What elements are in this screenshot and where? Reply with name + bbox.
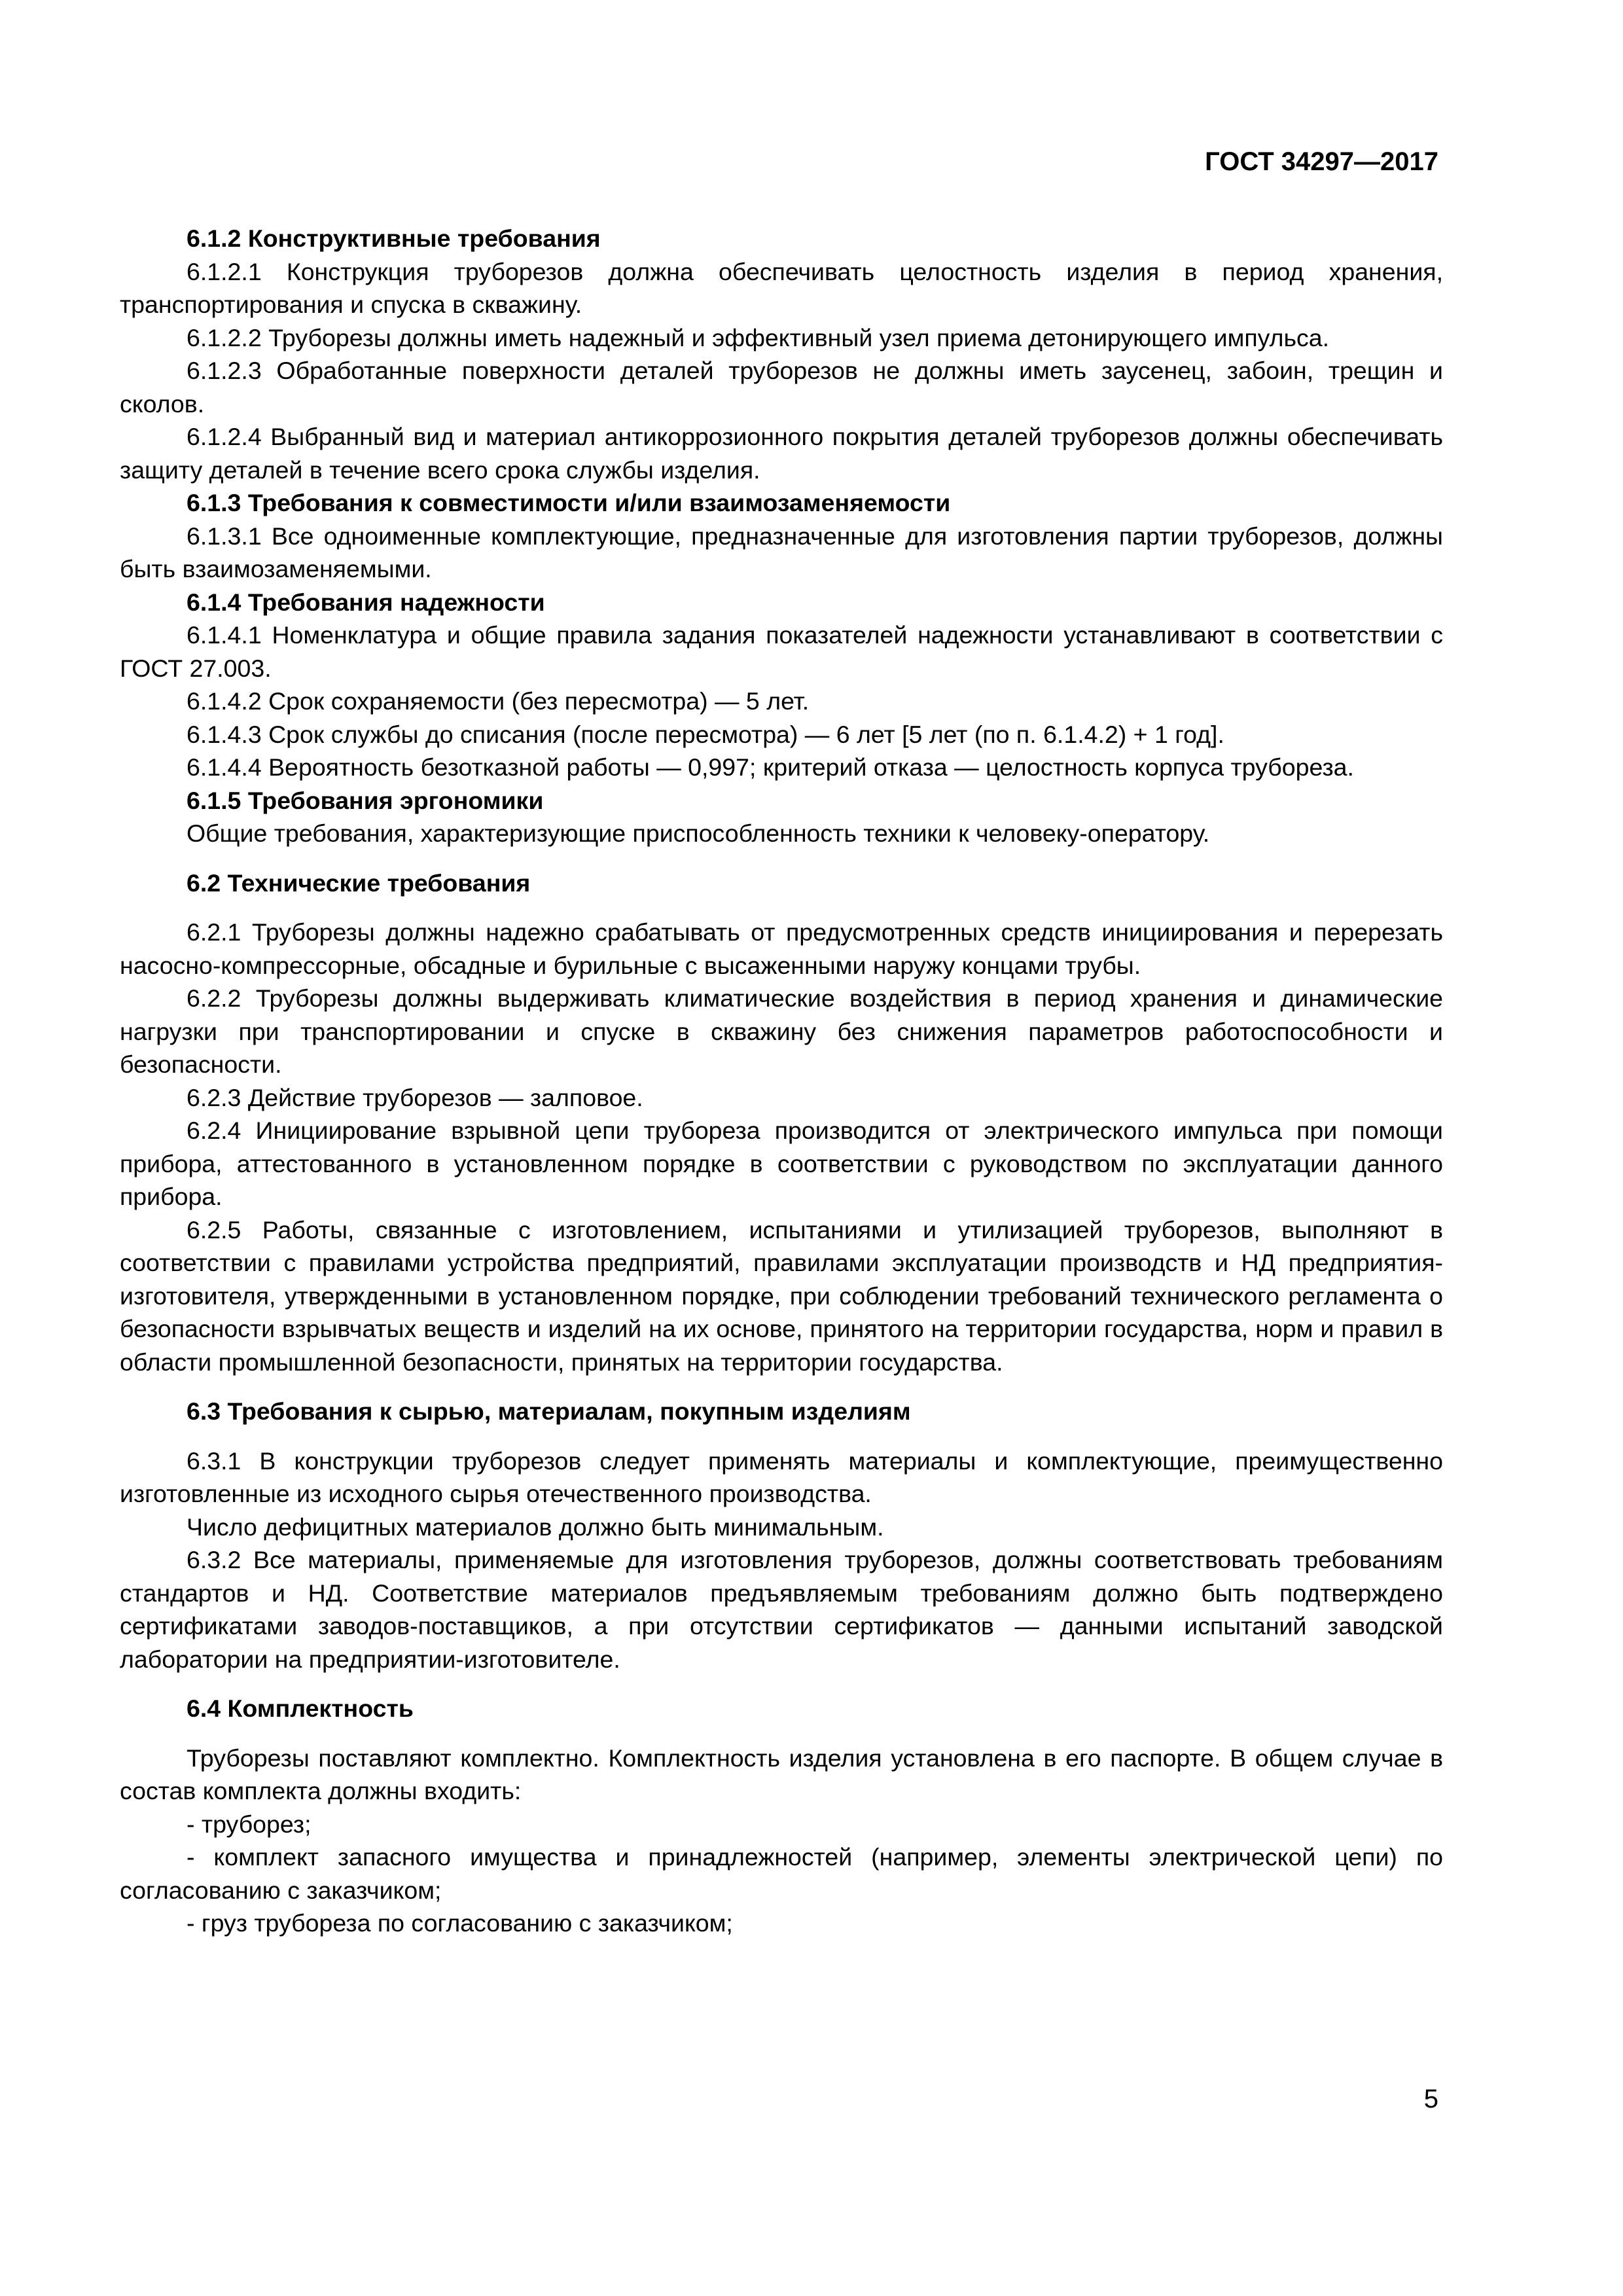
section-heading-6-1-4: 6.1.4 Требования надежности bbox=[187, 588, 545, 616]
paragraph-6-1-2-3: 6.1.2.3 Обработанные поверхности деталей труборезов не должны иметь заусенец, забоин, трещин и сколов. bbox=[120, 357, 1443, 418]
paragraph-6-1-4-1: 6.1.4.1 Номенклатура и общие правила задания показателей надежности устанавливают в соответствии с ГОСТ 27.003. bbox=[120, 621, 1443, 682]
paragraph-6-4: Труборезы поставляют комплектно. Комплектность изделия установлена в его паспорте. В общем случае в состав комплекта должны входить: bbox=[120, 1744, 1443, 1804]
paragraph-6-1-4-4: 6.1.4.4 Вероятность безотказной работы — 0,997; критерий отказа — целостность корпуса трубореза. bbox=[187, 753, 1354, 781]
paragraph-6-1-2-2: 6.1.2.2 Труборезы должны иметь надежный и эффективный узел приема детонирующего импульса. bbox=[187, 323, 1330, 351]
section-heading-6-1-2: 6.1.2 Конструктивные требования bbox=[187, 224, 601, 252]
section-heading-6-3: 6.3 Требования к сырью, материалам, покупным изделиям bbox=[187, 1397, 911, 1425]
paragraph-6-3-1: 6.3.1 В конструкции труборезов следует применять материалы и комплектующие, преимущественно изготовленные из исходного сырья отечественного производства. bbox=[120, 1446, 1443, 1507]
paragraph-6-2-5: 6.2.5 Работы, связанные с изготовлением, испытаниями и утилизацией труборезов, выполняют в соответствии с правилами устройства предприятий, правилами эксплуатации производств и НД предприятия-изготовителя, утвержденными в установленном порядке, при соблюдении требований технического регламента о безопасности взрывчатых веществ и изделий на их основе, принятого на территории государства, норм и правил в области промышленной безопасности, принятых на территории государства. bbox=[120, 1215, 1443, 1376]
paragraph-6-1-3-1: 6.1.3.1 Все одноименные комплектующие, предназначенные для изготовления партии труборезов, должны быть взаимозаменяемыми. bbox=[120, 522, 1443, 583]
paragraph-6-2-2: 6.2.2 Труборезы должны выдерживать климатические воздействия в период хранения и динамические нагрузки при транспортировании и спуске в скважину без снижения параметров работоспособности и безопасности. bbox=[120, 984, 1443, 1078]
page-number: 5 bbox=[1423, 2085, 1438, 2113]
list-item: - комплект запасного имущества и принадлежностей (например, элементы электрической цепи) по согласованию с заказчиком; bbox=[120, 1843, 1443, 1904]
paragraph-6-1-4-3: 6.1.4.3 Срок службы до списания (после пересмотра) — 6 лет [5 лет (по п. 6.1.4.2) + 1 год]. bbox=[187, 720, 1224, 748]
section-heading-6-1-3: 6.1.3 Требования к совместимости и/или взаимозаменяемости bbox=[187, 489, 951, 516]
list-item: - трубoрез; bbox=[187, 1810, 312, 1838]
paragraph-6-2-4: 6.2.4 Инициирование взрывной цепи трубореза производится от электрического импульса при помощи прибора, аттестованного в установленном порядке в соответствии с руководством по эксплуатации данного прибора. bbox=[120, 1117, 1443, 1210]
paragraph-6-1-5: Общие требования, характеризующие приспособленность техники к человеку-оператору. bbox=[187, 819, 1210, 847]
list-item: - груз трубореза по согласованию с заказчиком; bbox=[187, 1909, 733, 1937]
paragraph-6-2-3: 6.2.3 Действие труборезов — залповое. bbox=[187, 1083, 643, 1111]
section-heading-6-1-5: 6.1.5 Требования эргономики bbox=[187, 786, 544, 814]
paragraph-6-2-1: 6.2.1 Труборезы должны надежно срабатывать от предусмотренных средств инициирования и перерезать насосно-компрессорные, обсадные и бурильные с высаженными наружу концами трубы. bbox=[120, 918, 1443, 979]
section-heading-6-2: 6.2 Технические требования bbox=[187, 869, 531, 897]
paragraph-6-3-2: 6.3.2 Все материалы, применяемые для изготовления труборезов, должны соответствовать требованиям стандартов и НД. Соответствие материалов предъявляемым требованиям должно быть подтверждено сертификатами заводов-поставщиков, а при отсутствии сертификатов — данными испытаний заводской лаборатории на предприятии-изготовителе. bbox=[120, 1546, 1443, 1673]
section-heading-6-4: 6.4 Комплектность bbox=[187, 1695, 414, 1722]
document-body bbox=[120, 222, 1443, 1940]
paragraph-6-1-2-1: 6.1.2.1 Конструкция труборезов должна обеспечивать целостность изделия в период хранения, транспортирования и спуска в скважину. bbox=[120, 257, 1443, 318]
paragraph-6-1-4-2: 6.1.4.2 Срок сохраняемости (без пересмотра) — 5 лет. bbox=[187, 687, 810, 715]
paragraph-6-3-1-note: Число дефицитных материалов должно быть минимальным. bbox=[187, 1513, 884, 1541]
paragraph-6-1-2-4: 6.1.2.4 Выбранный вид и материал антикоррозионного покрытия деталей труборезов должны обеспечивать защиту деталей в течение всего срока службы изделия. bbox=[120, 423, 1443, 484]
document-id: ГОСТ 34297—2017 bbox=[1205, 147, 1438, 176]
